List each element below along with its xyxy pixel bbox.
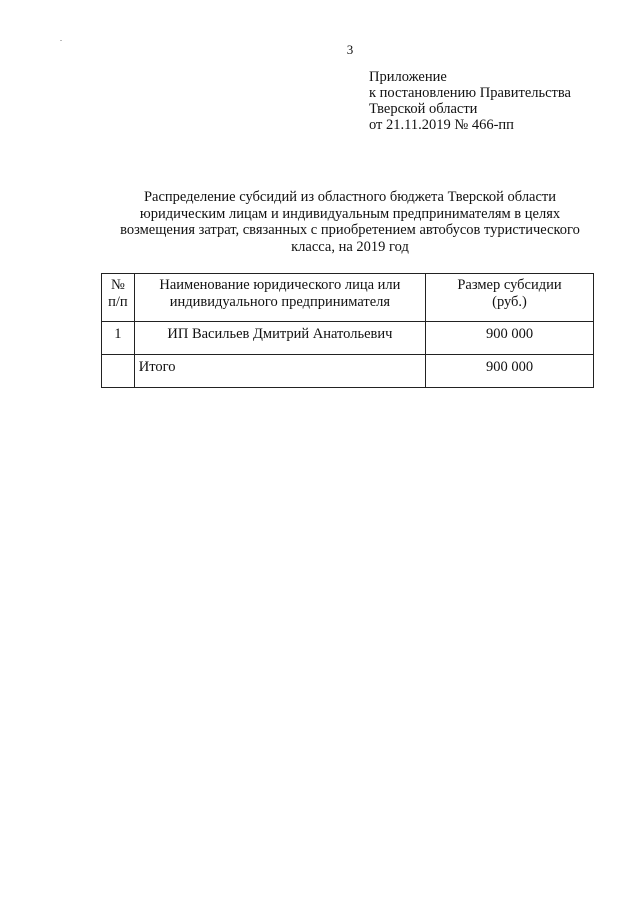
appendix-header (369, 69, 571, 133)
title-line: Распределение субсидий из областного бюджета Тверской области (143, 189, 557, 205)
total-num (102, 355, 135, 388)
row-num: 1 (102, 322, 135, 355)
header-name-line: индивидуального предпринимателя (169, 293, 391, 310)
title-line: класса, на 2019 год (291, 238, 409, 255)
appendix-line: к постановлению Правительства (369, 85, 571, 101)
table-row (102, 322, 594, 355)
header-amount-line: Размер субсидии (457, 277, 562, 293)
table-header-row (102, 274, 594, 322)
total-label: Итого (134, 355, 425, 388)
header-name-line: Наименование юридического лица или (159, 277, 401, 293)
header-num-line: № (110, 277, 125, 293)
scan-speck (60, 40, 62, 41)
title-line: возмещения затрат, связанных с приобретением автобусов туристического (120, 222, 580, 238)
subsidy-table (101, 273, 594, 388)
header-amount (426, 274, 594, 322)
page-number: 3 (346, 42, 354, 57)
appendix-line: Приложение (369, 69, 447, 85)
table-total-row (102, 355, 594, 388)
row-name: ИП Васильев Дмитрий Анатольевич (134, 322, 425, 355)
header-num (102, 274, 135, 322)
header-amount-line: (руб.) (492, 293, 527, 310)
appendix-line: Тверской области (369, 101, 478, 117)
header-num-line: п/п (108, 293, 128, 310)
document-title (100, 189, 600, 255)
total-amount: 900 000 (426, 355, 594, 388)
row-amount: 900 000 (426, 322, 594, 355)
header-name (134, 274, 425, 322)
title-line: юридическим лицам и индивидуальным предпринимателям в целях (139, 205, 561, 222)
appendix-line: от 21.11.2019 № 466-пп (369, 117, 514, 133)
